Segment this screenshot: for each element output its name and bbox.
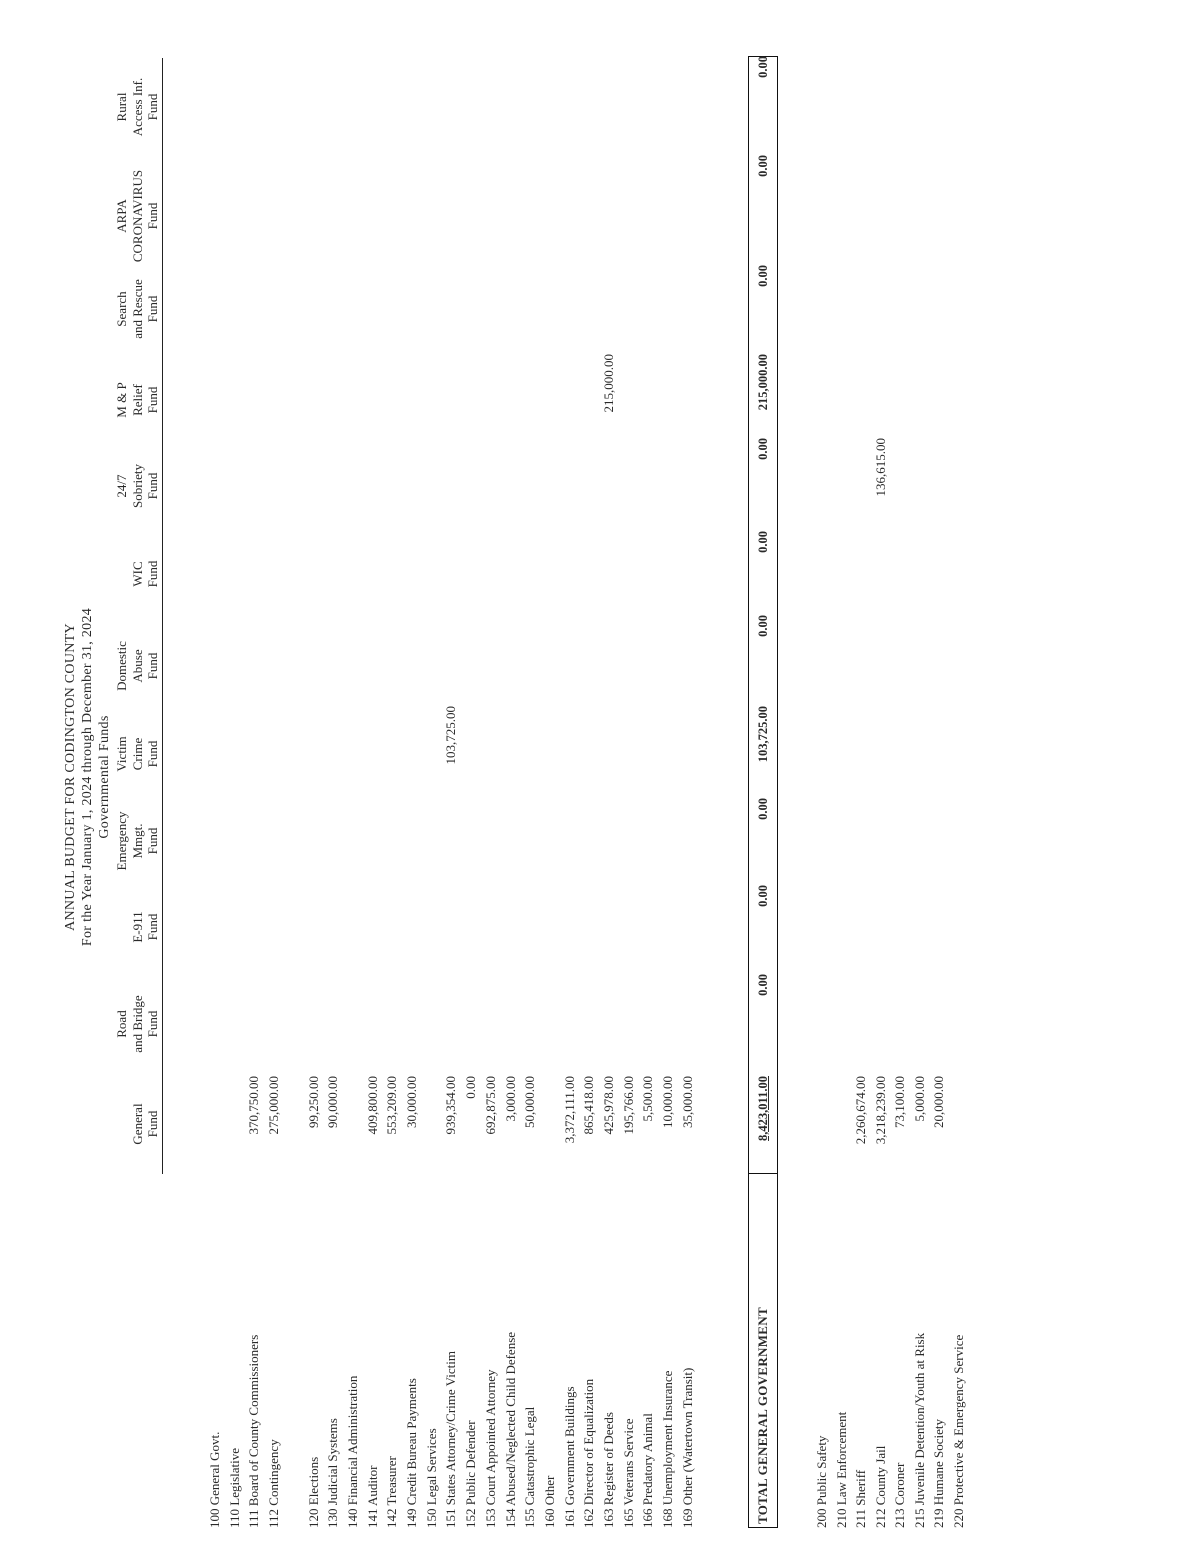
column-header-line: Fund bbox=[145, 472, 160, 500]
report-subtitle: Governmental Funds bbox=[97, 715, 112, 839]
table-row bbox=[422, 0, 442, 1554]
table-row bbox=[441, 0, 461, 1554]
row-label: 220 Protective & Emergency Service bbox=[950, 1334, 966, 1528]
column-header-line: Fund bbox=[145, 560, 160, 588]
row-label: 168 Unemployment Insurance bbox=[660, 1370, 676, 1528]
column-header bbox=[114, 156, 161, 276]
total-value: 0.00 bbox=[756, 438, 770, 460]
row-value: 409,800.00 bbox=[364, 1076, 380, 1135]
table-row bbox=[619, 0, 639, 1554]
total-value: 0.00 bbox=[756, 615, 770, 637]
table-row bbox=[304, 0, 324, 1554]
row-value: 20,000.00 bbox=[931, 1076, 946, 1128]
table-row bbox=[832, 0, 852, 1554]
table-row bbox=[402, 0, 422, 1554]
row-label: 112 Contingency bbox=[266, 1439, 282, 1528]
column-header-line: Fund bbox=[145, 1110, 160, 1138]
table-row bbox=[851, 0, 871, 1554]
column-header-line: Mmgt. bbox=[129, 823, 145, 859]
table-row bbox=[949, 0, 969, 1554]
row-label: 150 Legal Services bbox=[423, 1428, 439, 1528]
column-header-line: Fund bbox=[145, 93, 160, 121]
total-value: 0.00 bbox=[756, 798, 770, 820]
row-value: 103,725.00 bbox=[443, 706, 459, 765]
total-value: 0.00 bbox=[756, 974, 770, 996]
row-label: 200 Public Safety bbox=[814, 1435, 829, 1528]
row-value: 50,000.00 bbox=[522, 1076, 538, 1128]
header-rule bbox=[162, 58, 163, 1174]
row-label: 154 Abused/Neglected Child Defense bbox=[502, 1331, 518, 1528]
table-row bbox=[284, 0, 304, 1554]
table-row bbox=[579, 0, 599, 1554]
row-value: 73,100.00 bbox=[892, 1076, 907, 1128]
column-header-line: Fund bbox=[145, 1010, 160, 1038]
row-value: 3,372,111.00 bbox=[561, 1076, 577, 1144]
column-header bbox=[114, 47, 161, 167]
row-value: 90,000.00 bbox=[325, 1076, 341, 1128]
column-header-line: ARPA bbox=[114, 199, 129, 233]
table-row bbox=[929, 0, 949, 1554]
table-row bbox=[363, 0, 383, 1554]
row-value: 10,000.00 bbox=[660, 1076, 676, 1128]
row-value: 692,875.00 bbox=[482, 1076, 498, 1135]
row-label: 161 Government Buildings bbox=[561, 1386, 577, 1528]
table-row bbox=[205, 0, 225, 1554]
row-value: 0.00 bbox=[463, 1076, 479, 1099]
table-row bbox=[225, 0, 245, 1554]
row-value: 5,000.00 bbox=[911, 1076, 927, 1122]
total-value: 0.00 bbox=[756, 56, 770, 78]
report-title: ANNUAL BUDGET FOR CODINGTON COUNTY bbox=[63, 623, 78, 931]
table-row bbox=[658, 0, 678, 1554]
row-label: 152 Public Defender bbox=[463, 1420, 479, 1528]
row-value: 3,000.00 bbox=[502, 1076, 518, 1122]
column-header-line: Fund bbox=[145, 295, 160, 323]
column-header-line: Abuse bbox=[129, 649, 145, 683]
total-value: 8,423,011.00 bbox=[756, 1076, 770, 1141]
table-row bbox=[812, 0, 832, 1554]
row-label: 140 Financial Administration bbox=[344, 1375, 360, 1528]
row-label: 210 Law Enforcement bbox=[833, 1411, 849, 1528]
table-row bbox=[560, 0, 580, 1554]
column-header-line: Fund bbox=[145, 386, 160, 414]
total-value: 0.00 bbox=[756, 531, 770, 553]
row-label: 163 Register of Deeds bbox=[601, 1412, 616, 1528]
column-header-line: and Rescue bbox=[129, 279, 145, 339]
row-value: 3,218,239.00 bbox=[872, 1076, 888, 1145]
table-row bbox=[890, 0, 910, 1554]
row-value: 5,500.00 bbox=[640, 1076, 656, 1122]
column-header-line: Access Inf. bbox=[129, 77, 145, 137]
row-value: 425,978.00 bbox=[601, 1076, 616, 1135]
column-header-line: Road bbox=[114, 1010, 129, 1038]
row-label: 212 County Jail bbox=[872, 1445, 888, 1528]
row-label: 160 Other bbox=[541, 1475, 557, 1528]
row-label: 100 General Govt. bbox=[207, 1431, 222, 1528]
column-header-line: Victim bbox=[114, 736, 129, 772]
column-header-line: Crime bbox=[129, 737, 145, 771]
total-value: 103,725.00 bbox=[756, 706, 770, 763]
table-row bbox=[599, 0, 619, 1554]
total-value: 0.00 bbox=[756, 155, 770, 177]
row-value: 2,260,674.00 bbox=[853, 1076, 868, 1145]
column-header-line: and Bridge bbox=[129, 995, 145, 1053]
column-header-line: Fund bbox=[145, 913, 160, 941]
table-row bbox=[678, 0, 698, 1554]
column-header-line: Fund bbox=[145, 202, 160, 230]
row-value: 30,000.00 bbox=[404, 1076, 419, 1128]
row-label: 155 Catastrophic Legal bbox=[522, 1406, 538, 1528]
row-value: 195,766.00 bbox=[620, 1076, 636, 1135]
column-header-line: Emergency bbox=[114, 811, 129, 871]
table-row bbox=[323, 0, 343, 1554]
column-header-line: Relief bbox=[129, 384, 145, 416]
total-value: 215,000.00 bbox=[756, 354, 770, 411]
row-label: 111 Board of County Commissioners bbox=[246, 1334, 262, 1528]
row-label: 130 Judicial Systems bbox=[325, 1418, 341, 1528]
column-header-line: Fund bbox=[145, 740, 160, 768]
row-value: 35,000.00 bbox=[679, 1076, 695, 1128]
column-header-line: M & P bbox=[114, 382, 129, 418]
column-header-line: 24/7 bbox=[114, 474, 129, 498]
row-label: 141 Auditor bbox=[364, 1465, 380, 1528]
column-header-line: E-911 bbox=[129, 911, 145, 943]
row-label: 120 Elections bbox=[305, 1456, 321, 1528]
table-row bbox=[461, 0, 481, 1554]
row-value: 865,418.00 bbox=[581, 1076, 597, 1135]
row-label: 215 Juvenile Detention/Youth at Risk bbox=[911, 1332, 927, 1528]
column-header-line: Domestic bbox=[114, 641, 129, 691]
column-header-line: WIC bbox=[129, 561, 145, 587]
table-row bbox=[910, 0, 930, 1554]
column-header-line: Fund bbox=[145, 827, 160, 855]
row-label: 213 Coroner bbox=[892, 1462, 907, 1528]
column-header-line: Sobriety bbox=[129, 463, 145, 509]
row-value: 215,000.00 bbox=[601, 354, 616, 413]
table-row bbox=[481, 0, 501, 1554]
row-label: 211 Sheriff bbox=[853, 1469, 868, 1528]
row-label: 142 Treasurer bbox=[384, 1456, 400, 1528]
total-value: 0.00 bbox=[756, 885, 770, 907]
table-row bbox=[244, 0, 264, 1554]
total-general-government-label: TOTAL GENERAL GOVERNMENT bbox=[755, 1307, 770, 1524]
table-row bbox=[638, 0, 658, 1554]
row-value: 553,209.00 bbox=[384, 1076, 400, 1135]
row-label: 110 Legislative bbox=[226, 1447, 242, 1528]
row-label: 219 Humane Society bbox=[931, 1418, 946, 1528]
row-value: 275,000.00 bbox=[266, 1076, 282, 1135]
row-label: 151 States Attorney/Crime Victim bbox=[443, 1351, 459, 1528]
row-value: 136,615.00 bbox=[872, 438, 888, 497]
column-header-line: Search bbox=[114, 291, 129, 327]
column-header-line: General bbox=[129, 1103, 145, 1145]
table-row bbox=[264, 0, 284, 1554]
row-value: 99,250.00 bbox=[305, 1076, 321, 1128]
table-row bbox=[382, 0, 402, 1554]
row-label: 162 Director of Equalization bbox=[581, 1378, 597, 1528]
report-period: For the Year January 1, 2024 through December 31, 2024 bbox=[80, 607, 95, 947]
row-label: 153 Court Appointed Attorney bbox=[482, 1369, 498, 1528]
table-row bbox=[343, 0, 363, 1554]
row-label: 165 Veterans Service bbox=[620, 1418, 636, 1528]
row-label: 166 Predatory Animal bbox=[640, 1413, 656, 1528]
row-value: 939,354.00 bbox=[443, 1076, 459, 1135]
table-row bbox=[871, 0, 891, 1554]
total-value: 0.00 bbox=[756, 265, 770, 287]
table-row bbox=[520, 0, 540, 1554]
row-value: 370,750.00 bbox=[246, 1076, 262, 1135]
table-row bbox=[501, 0, 521, 1554]
column-header-line: Fund bbox=[145, 652, 160, 680]
table-row bbox=[540, 0, 560, 1554]
column-header-line: Rural bbox=[114, 92, 129, 122]
column-header-line: CORONAVIRUS bbox=[129, 169, 145, 263]
row-label: 149 Credit Bureau Payments bbox=[404, 1378, 419, 1528]
row-label: 169 Other (Watertown Transit) bbox=[679, 1367, 695, 1528]
